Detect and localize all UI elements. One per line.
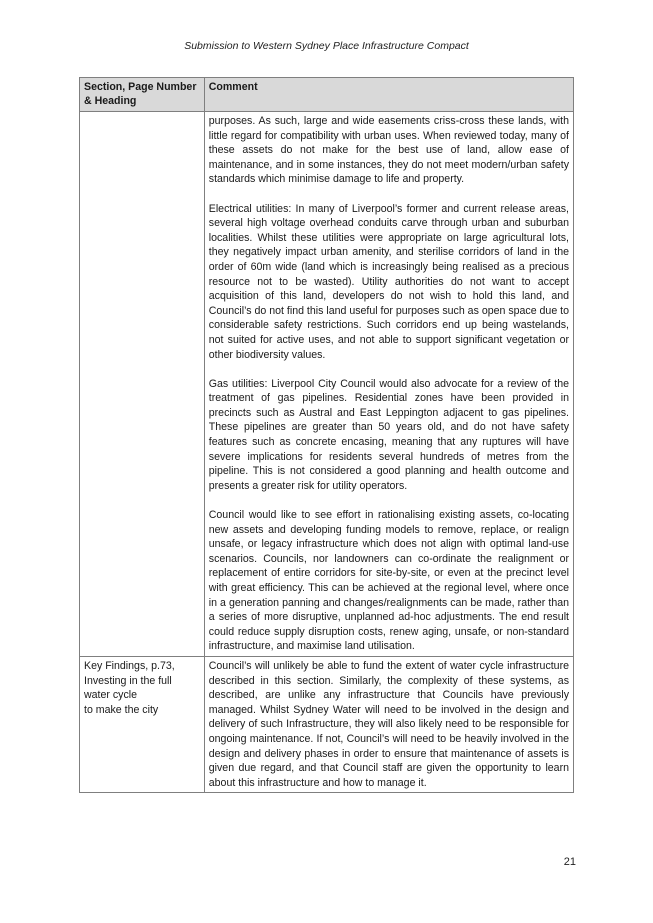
section-cell xyxy=(80,112,205,657)
table-row xyxy=(80,112,574,657)
comment-cell xyxy=(204,656,573,792)
section-cell xyxy=(80,656,205,792)
table-row xyxy=(80,656,574,792)
comment-paragraph: Council would like to see effort in rationalising existing assets, co-locating new assets and developing funding models to remove, replace, or realign unsafe, or legacy infrastructure which does not align with optimal land-use scenarios. Councils, nor landowners can co-ordinate the realignment or replacement of entire corridors for site-by-site, or even at the precinct level with great efficiency. This can be achieved at the regional level, where once in a generation panning and changes/realignments can be made, rather than a series of more disruptive, unplanned ad-hoc adjustments. The end result could reduce supply disruption costs, renew aging, unsafe, or non-standard infrastructure, and maximise land utilisation. xyxy=(208,509,569,653)
comment-paragraph: Council’s will unlikely be able to fund the extent of water cycle infrastructure described in this section. Similarly, the complexity of these systems, as described, are unlike any infrastructure that Councils have previously managed. Whilst Sydney Water will need to be involved in the design and delivery of such Infrastructure, they will also likely need to be responsible for ongoing maintenance. If not, Council’s will need to be heavily involved in the design and delivery phases in order to ensure that maintenance of assets is given due regard, and that Council staff are given the opportunity to learn about this infrastructure and how to manage it. xyxy=(208,659,569,789)
comment-paragraph: Electrical utilities: In many of Liverpool’s former and current release areas, several high voltage overhead conduits carve through urban and suburban localities. Whilst these utilities were appropriate on large agricultural lots, they negatively impact urban amenity, and sterilise corridors of land in the order of 60m wide (land which is increasingly being realised as a precious resource not to be wasted). Utility authorities do not want to accept acquisition of this land, developers do not wish to hold this land, and Council’s do not find this land useful for purposes such as open space due to considerable safety restrictions. Such corridors end up being wastelands, not suited for active uses, and not able to support significant vegetation or other biodiversity values. xyxy=(208,202,569,361)
page-header: Submission to Western Sydney Place Infrastructure Compact xyxy=(184,40,469,52)
comment-paragraph: Gas utilities: Liverpool City Council would also advocate for a review of the treatment of gas pipelines. Residential zones have been provided in precincts such as Austral and East Leppington adjacent to gas pipelines. These pipelines are greater than 50 years old, and do not have safety features such as concrete encasing, meaning that any ruptures will have severe implications for residents several hundreds of metres from the pipeline. This is not considered a good planning and health outcome and presents a greater risk for utility operators. xyxy=(208,377,569,492)
section-heading-line: Investing in the full xyxy=(84,674,172,687)
section-heading-line: water cycle xyxy=(84,689,137,702)
comment-cell xyxy=(204,112,573,657)
page-number: 21 xyxy=(563,856,576,868)
table-header-row xyxy=(80,78,574,112)
column-header-comment: Comment xyxy=(204,78,573,112)
section-heading-line: Key Findings, p.73, xyxy=(84,659,175,672)
comment-paragraph: purposes. As such, large and wide easements criss-cross these lands, with little regard for compatibility with urban uses. When reviewed today, many of these assets do not make for the best use of land, allow ease of maintenance, and in some instances, they do not meet modern/urban safety standards which minimise damage to life and property. xyxy=(208,115,569,186)
column-header-section: Section, Page Number & Heading xyxy=(80,78,205,112)
section-heading-line: to make the city xyxy=(84,703,159,716)
comment-table xyxy=(79,77,574,793)
